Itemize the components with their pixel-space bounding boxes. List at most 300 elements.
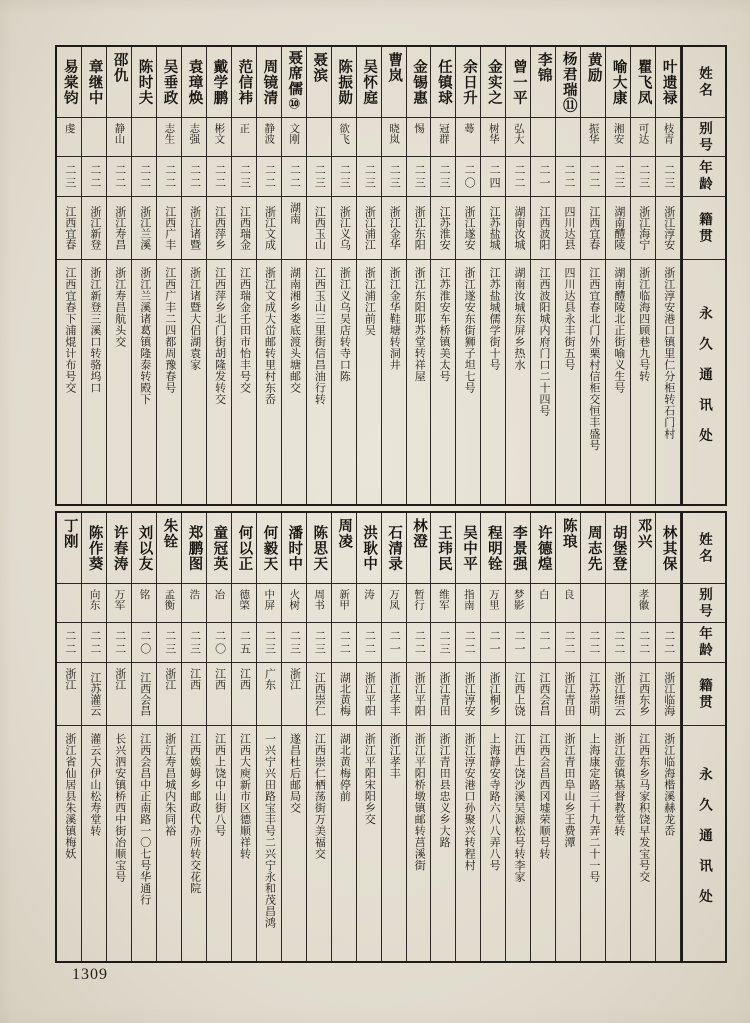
person-native: 浙江淳安: [656, 197, 680, 260]
person-column: [82, 513, 107, 961]
person-alias: 孟衡: [157, 584, 181, 623]
person-name: 吴中平: [456, 513, 480, 584]
person-name: 喻大康: [606, 47, 630, 118]
person-native: 江西: [232, 663, 256, 726]
person-address: 江西上饶沙溪吴源松号转李家: [513, 733, 526, 883]
person-native: 浙江: [57, 663, 81, 726]
person-address: 浙江诸暨大侣湖袁家: [188, 267, 201, 371]
person-name: 任镇球: [431, 47, 455, 118]
person-age: 二二: [631, 623, 655, 663]
person-column: [107, 47, 132, 504]
person-native: 湖北黄梅: [332, 663, 356, 726]
person-age: 二一: [531, 623, 555, 663]
person-age: 二二: [556, 157, 580, 197]
directory-table-top: [55, 45, 727, 506]
person-name: 黄励: [581, 47, 605, 118]
person-name: 章继中: [82, 47, 106, 118]
person-address: 江西宜春下浦焜计布号交: [63, 267, 76, 394]
person-name: 金实之: [481, 47, 505, 118]
header-alias: 别号: [683, 584, 725, 623]
table-header-column: [681, 513, 725, 961]
person-address: 浙江平阳宋阳乡交: [363, 733, 376, 825]
person-age: 二三: [232, 157, 256, 197]
person-alias: 维军: [431, 584, 455, 623]
person-alias: 可达: [631, 118, 655, 157]
person-address: 江西大庾新市区德顺祥转: [238, 733, 251, 860]
person-age: 二三: [307, 157, 331, 197]
person-name: 叶遗禄: [656, 47, 680, 118]
person-column: [481, 47, 506, 504]
person-address: 江西广丰二四都周豫春号: [163, 267, 176, 394]
person-native: 浙江青田: [556, 663, 580, 726]
person-native: 浙江平阳: [407, 663, 431, 726]
person-name: 周志先: [581, 513, 605, 584]
person-age: 二〇: [207, 623, 231, 663]
person-age: 二二: [57, 623, 81, 663]
person-alias: 冶: [207, 584, 231, 623]
person-age: 二二: [182, 157, 206, 197]
header-native: 籍贯: [683, 197, 725, 260]
person-alias: 万凤: [382, 584, 406, 623]
person-column: [631, 47, 656, 504]
person-address: 遂昌杜后邮局交: [288, 733, 301, 814]
table-header-column: [681, 47, 725, 504]
person-alias: 虔: [57, 118, 81, 157]
page-number: 1309: [72, 966, 108, 983]
person-age: 二二: [107, 623, 131, 663]
person-address: 浙江淳安港口镇里仁分柜转石门村: [662, 267, 675, 440]
person-age: 二二: [357, 623, 381, 663]
person-native: 江西瑞金: [232, 197, 256, 260]
person-address: 浙江孝丰: [388, 733, 401, 779]
person-native: 江苏灌云: [82, 663, 106, 726]
person-column: [656, 47, 681, 504]
person-alias: 文刚: [282, 118, 306, 157]
person-name: 何毅天: [257, 513, 281, 584]
person-address: 浙江义乌吴店转寺口陈: [338, 267, 351, 382]
person-address: 浙江省仙居县朱溪镇梅妖: [63, 733, 76, 860]
person-alias: [606, 584, 630, 623]
person-name: 李景强: [506, 513, 530, 584]
person-column: [357, 47, 382, 504]
person-column: [57, 47, 82, 504]
person-name: 王玮民: [431, 513, 455, 584]
person-column: [332, 47, 357, 504]
person-age: 二二: [506, 157, 530, 197]
person-native: 江西宜春: [581, 197, 605, 260]
person-native: 浙江海宁: [631, 197, 655, 260]
person-column: [57, 513, 82, 961]
person-age: 二三: [57, 157, 81, 197]
person-age: 二二: [556, 623, 580, 663]
person-address: 浙江浦江前吴: [363, 267, 376, 336]
header-name: 姓名: [683, 513, 725, 584]
directory-table-bottom: [55, 511, 727, 963]
person-column: [407, 513, 432, 961]
person-name: 李锦: [531, 47, 555, 118]
person-native: 浙江缙云: [606, 663, 630, 726]
person-age: 二三: [182, 623, 206, 663]
person-age: 二二: [207, 157, 231, 197]
person-alias: 蕚: [456, 118, 480, 157]
person-alias: 梦影: [506, 584, 530, 623]
person-alias: 欲飞: [332, 118, 356, 157]
person-native: 江苏盐城: [481, 197, 505, 260]
person-column: [506, 47, 531, 504]
person-alias: [531, 118, 555, 157]
header-age: 年龄: [683, 157, 725, 197]
person-address: 江西崇仁栖荡街万美福交: [313, 733, 326, 860]
person-native: 浙江东阳: [407, 197, 431, 260]
person-address: 浙江青田阜山乡王费潭: [562, 733, 575, 848]
person-alias: 静山: [107, 118, 131, 157]
person-alias: 指南: [456, 584, 480, 623]
person-age: 二二: [581, 157, 605, 197]
header-name: 姓名: [683, 47, 725, 118]
person-native: 湖南: [282, 197, 306, 260]
person-column: [257, 47, 282, 504]
person-name: 洪耿中: [357, 513, 381, 584]
person-alias: 中屏: [257, 584, 281, 623]
person-native: 江西波阳: [531, 197, 555, 260]
person-address: 浙江淳安港口孙聚兴转程村: [463, 733, 476, 871]
person-name: 林其保: [656, 513, 680, 584]
person-native: 江西上饶: [506, 663, 530, 726]
person-name: 石清录: [382, 513, 406, 584]
person-native: 四川达县: [556, 197, 580, 260]
person-name: 陈作葵: [82, 513, 106, 584]
person-native: 浙江文成: [257, 197, 281, 260]
person-column: [282, 47, 307, 504]
person-age: 二〇: [456, 157, 480, 197]
person-address: 浙江平阳桥墩镇邮转莒溪街: [413, 733, 426, 871]
person-name: 袁璋焕: [182, 47, 206, 118]
person-name: 周凌: [332, 513, 356, 584]
person-native: 江西东乡: [631, 663, 655, 726]
person-column: [606, 47, 631, 504]
person-native: 浙江淳安: [456, 663, 480, 726]
person-address: 浙江壶镇基督教堂转: [612, 733, 625, 837]
person-name: 范信袆: [232, 47, 256, 118]
person-native: 江西崇仁: [307, 663, 331, 726]
person-address: 江西萍乡北门街胡隆发转交: [213, 267, 226, 405]
person-age: 二二: [407, 623, 431, 663]
person-alias: 新甲: [332, 584, 356, 623]
person-native: 浙江临海: [656, 663, 680, 726]
person-address: 浙江寿昌城内朱同裕: [163, 733, 176, 837]
person-name: 易棠钧: [57, 47, 81, 118]
person-address: 浙江兰溪诸葛镇隆泰转殿下: [138, 267, 151, 405]
person-native: 浙江: [157, 663, 181, 726]
person-name: 余日升: [456, 47, 480, 118]
person-age: 二三: [157, 623, 181, 663]
person-column: [456, 47, 481, 504]
person-column: [332, 513, 357, 961]
person-alias: 弘大: [506, 118, 530, 157]
person-column: [456, 513, 481, 961]
person-name: 戴学鹏: [207, 47, 231, 118]
person-address: 浙江东阳耶苏堂转祥屋: [413, 267, 426, 382]
person-age: 二二: [257, 157, 281, 197]
person-address: 上海静安寺路六八八弄八号: [488, 733, 501, 871]
person-column: [531, 47, 556, 504]
person-age: 二一: [531, 157, 555, 197]
person-name: 潘时中: [282, 513, 306, 584]
person-address: 上海康定路三十九弄二十一号: [587, 733, 600, 883]
person-age: 二四: [481, 157, 505, 197]
person-alias: 惕: [407, 118, 431, 157]
header-address: 永久通讯处: [697, 305, 713, 459]
person-column: [157, 513, 182, 961]
person-column: [207, 47, 232, 504]
person-native: 江西萍乡: [207, 197, 231, 260]
person-name: 瞿飞凤: [631, 47, 655, 118]
person-alias: 正: [232, 118, 256, 157]
person-name: 吴怀庭: [357, 47, 381, 118]
person-native: 浙江寿昌: [107, 197, 131, 260]
person-address: 长兴泗安镇桥西中街冶顺宝号: [113, 733, 126, 883]
person-address: 浙江临海楷溪赫龙岙: [662, 733, 675, 837]
person-native: 浙江诸暨: [182, 197, 206, 260]
person-address: 一兴宁兴田路宝丰号二兴宁永和茂昌鸿: [263, 733, 276, 929]
person-age: 二二: [107, 157, 131, 197]
person-age: 二三: [357, 157, 381, 197]
header-age: 年龄: [683, 623, 725, 663]
person-native: 江西: [182, 663, 206, 726]
person-address: 江苏淮安车桥镇美太号: [438, 267, 451, 382]
header-alias: 别号: [683, 118, 725, 157]
person-age: 二三: [282, 623, 306, 663]
person-name: 陈时夫: [132, 47, 156, 118]
person-native: 广东: [257, 663, 281, 726]
person-address: 湖南湘乡娄底渡头塘邮交: [288, 267, 301, 394]
person-column: [382, 513, 407, 961]
person-age: 二一: [481, 623, 505, 663]
person-column: [82, 47, 107, 504]
person-native: 浙江义乌: [332, 197, 356, 260]
person-alias: 良: [556, 584, 580, 623]
person-column: [282, 513, 307, 961]
person-column: [107, 513, 132, 961]
person-name: 何以正: [232, 513, 256, 584]
person-native: 浙江新登: [82, 197, 106, 260]
person-column: [182, 47, 207, 504]
person-column: [407, 47, 432, 504]
person-name: 程明铨: [481, 513, 505, 584]
person-address: 四川达县永丰街五号: [562, 267, 575, 371]
person-native: 浙江金华: [382, 197, 406, 260]
person-column: [182, 513, 207, 961]
person-name: 邓兴: [631, 513, 655, 584]
person-name: 许德煌: [531, 513, 555, 584]
person-name: 杨君瑞⑪: [556, 47, 580, 118]
person-native: 江西广丰: [157, 197, 181, 260]
person-address: 浙江金华鞋塘转洞井: [388, 267, 401, 371]
person-native: 湖南汝城: [506, 197, 530, 260]
person-address: 浙江寿昌航头交: [113, 267, 126, 348]
person-column: [556, 47, 581, 504]
person-name: 胡堡登: [606, 513, 630, 584]
person-alias: 志强: [182, 118, 206, 157]
person-address: 江西宜春北门外栗村信柜交恒丰盛号: [587, 267, 600, 451]
person-name: 刘以友: [132, 513, 156, 584]
person-age: 二二: [656, 623, 680, 663]
person-alias: 万里: [481, 584, 505, 623]
person-native: 浙江平阳: [357, 663, 381, 726]
person-column: [656, 513, 681, 961]
person-name: 邵仇: [107, 47, 131, 118]
person-alias: 晓岚: [382, 118, 406, 157]
person-column: [581, 513, 606, 961]
person-alias: 万军: [107, 584, 131, 623]
person-age: 二一: [506, 623, 530, 663]
person-column: [132, 47, 157, 504]
person-alias: [357, 118, 381, 157]
person-address: 江西娭姆乡邮政代办所转交花院: [188, 733, 201, 894]
person-address: 江苏盐城儒学街十号: [488, 267, 501, 371]
person-age: 二三: [307, 623, 331, 663]
person-address: 浙江文成大峃邮转里村东岙: [263, 267, 276, 405]
person-age: 二二: [456, 623, 480, 663]
person-age: 二二: [581, 623, 605, 663]
person-alias: 枝青: [656, 118, 680, 157]
person-column: [232, 47, 257, 504]
person-age: 二三: [407, 157, 431, 197]
person-native: 江西: [207, 663, 231, 726]
person-address: 浙江新登三溪口转骆坞口: [88, 267, 101, 394]
person-address: 浙江遂安东街狮子坦七号: [463, 267, 476, 394]
person-age: 二三: [631, 157, 655, 197]
person-alias: [132, 118, 156, 157]
person-name: 童冠英: [207, 513, 231, 584]
person-address: 浙江临海四顾巷九号转: [637, 267, 650, 382]
header-native: 籍贯: [683, 663, 725, 726]
person-address: 江西瑞金壬田市怡丰号交: [238, 267, 251, 394]
person-native: 浙江: [107, 663, 131, 726]
person-column: [631, 513, 656, 961]
person-column: [232, 513, 257, 961]
person-column: [606, 513, 631, 961]
person-column: [257, 513, 282, 961]
person-age: 二二: [606, 623, 630, 663]
person-address: 湖南醴陵北正街喻义生号: [612, 267, 625, 394]
person-alias: [556, 118, 580, 157]
person-native: 浙江兰溪: [132, 197, 156, 260]
person-alias: 树华: [481, 118, 505, 157]
person-name: 许春涛: [107, 513, 131, 584]
person-alias: [82, 118, 106, 157]
person-address: 灌云大伊山松寿堂转: [88, 733, 101, 837]
person-native: 江西会昌: [531, 663, 555, 726]
person-name: 郑鹏图: [182, 513, 206, 584]
person-alias: 德棨: [232, 584, 256, 623]
person-alias: 静波: [257, 118, 281, 157]
person-name: 曾一平: [506, 47, 530, 118]
person-address: 湖北黄梅停前: [338, 733, 351, 802]
person-native: 浙江遂安: [456, 197, 480, 260]
person-column: [556, 513, 581, 961]
person-alias: 彬文: [207, 118, 231, 157]
person-name: 金锡惠: [407, 47, 431, 118]
person-name: 朱铨: [157, 513, 181, 584]
person-name: 陈振勋: [332, 47, 356, 118]
person-name: 陈思天: [307, 513, 331, 584]
person-alias: 志生: [157, 118, 181, 157]
person-alias: 冠群: [431, 118, 455, 157]
person-name: 林澄: [407, 513, 431, 584]
person-alias: 暂行: [407, 584, 431, 623]
person-name: 丁刚: [57, 513, 81, 584]
person-alias: 白: [531, 584, 555, 623]
person-age: 二二: [132, 157, 156, 197]
person-age: 二一: [382, 623, 406, 663]
person-age: 二三: [382, 157, 406, 197]
person-age: 二五: [232, 623, 256, 663]
person-native: 浙江浦江: [357, 197, 381, 260]
person-address: 江西玉山三里街信昌油行转: [313, 267, 326, 405]
person-native: 江苏崇明: [581, 663, 605, 726]
person-alias: 湘安: [606, 118, 630, 157]
person-age: 二二: [332, 623, 356, 663]
person-age: 二三: [431, 157, 455, 197]
person-alias: 火树: [282, 584, 306, 623]
person-name: 聂席儒⑩: [282, 47, 306, 118]
person-name: 吴垂政: [157, 47, 181, 118]
person-name: 聂滨: [307, 47, 331, 118]
person-native: 江苏淮安: [431, 197, 455, 260]
person-age: 二三: [606, 157, 630, 197]
person-address: 江西会昌中正南路一〇七号华通行: [138, 733, 151, 906]
person-column: [357, 513, 382, 961]
person-native: 江西宜春: [57, 197, 81, 260]
person-alias: 涛: [357, 584, 381, 623]
person-age: 二三: [656, 157, 680, 197]
person-column: [207, 513, 232, 961]
person-alias: 铭: [132, 584, 156, 623]
person-age: 二二: [82, 623, 106, 663]
person-age: 二三: [257, 623, 281, 663]
person-name: 陈琅: [556, 513, 580, 584]
person-alias: 向东: [82, 584, 106, 623]
person-alias: 浩: [182, 584, 206, 623]
person-native: 江西玉山: [307, 197, 331, 260]
person-age: 二三: [332, 157, 356, 197]
person-alias: [307, 118, 331, 157]
person-age: 二〇: [132, 623, 156, 663]
person-address: 浙江青田县忠义乡大路: [438, 733, 451, 848]
person-age: 二二: [157, 157, 181, 197]
person-native: 湖南醴陵: [606, 197, 630, 260]
person-column: [531, 513, 556, 961]
person-alias: 振华: [581, 118, 605, 157]
person-column: [157, 47, 182, 504]
person-column: [132, 513, 157, 961]
person-native: 浙江孝丰: [382, 663, 406, 726]
person-address: 湖南汝城东屏乡热水: [513, 267, 526, 371]
person-age: 二三: [431, 623, 455, 663]
person-alias: 孝徽: [631, 584, 655, 623]
header-address: 永久通讯处: [697, 767, 713, 920]
person-alias: [656, 584, 680, 623]
person-column: [307, 47, 332, 504]
person-age: 二二: [82, 157, 106, 197]
person-native: 浙江青田: [431, 663, 455, 726]
person-age: 二二: [282, 157, 306, 197]
person-address: 江西上饶中山街八号: [213, 733, 226, 837]
person-alias: 周书: [307, 584, 331, 623]
person-alias: [581, 584, 605, 623]
person-alias: [57, 584, 81, 623]
